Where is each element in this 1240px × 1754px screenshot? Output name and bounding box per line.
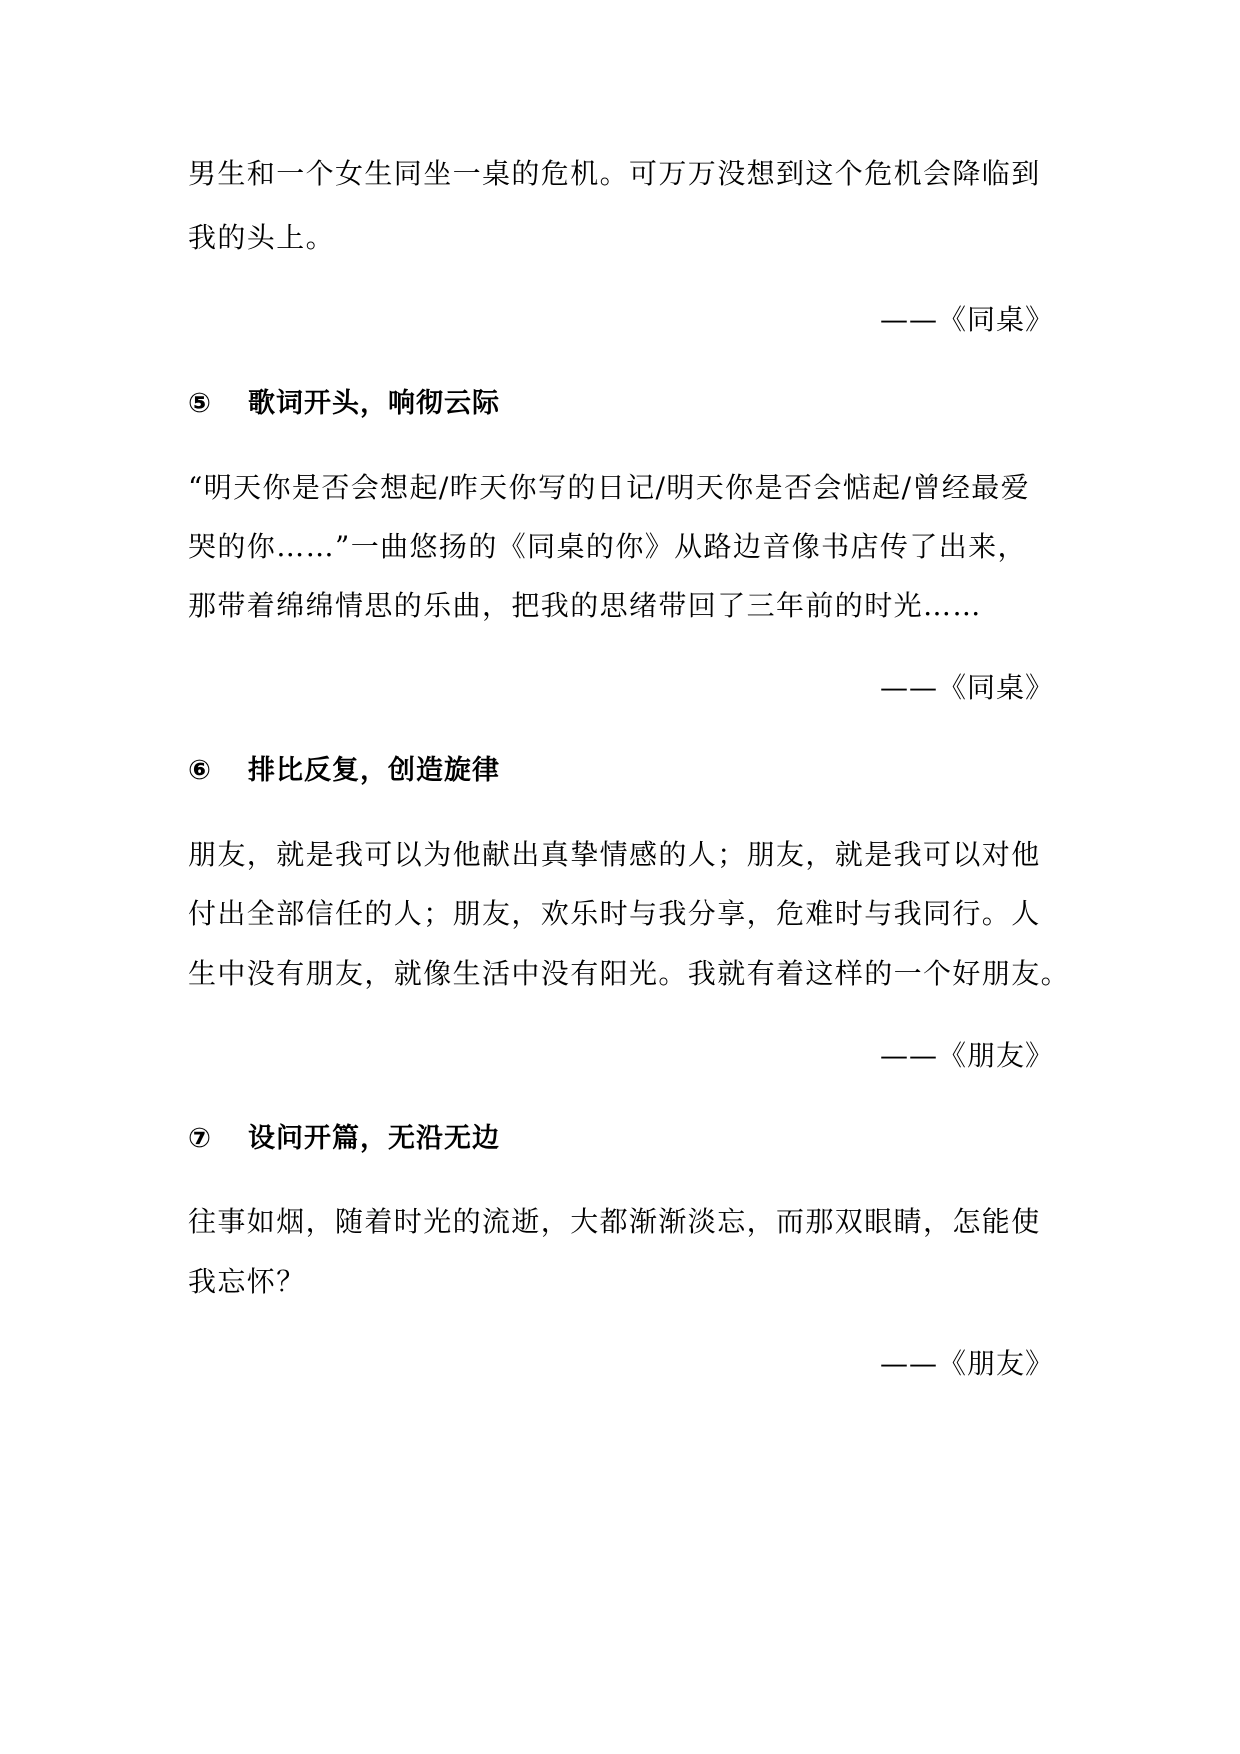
- paragraph-line: 我的头上。: [188, 221, 336, 254]
- section-heading: [188, 390, 1058, 417]
- paragraph-line: 朋友，就是我可以为他献出真挚情感的人；朋友，就是我可以对他: [188, 838, 1041, 871]
- paragraph-line: 哭的你……”一曲悠扬的《同桌的你》从路边音像书店传了出来，: [188, 530, 1027, 563]
- source-citation: ——《朋友》: [879, 1347, 1054, 1380]
- section-heading: [188, 757, 1058, 784]
- source-citation: ——《同桌》: [879, 303, 1054, 336]
- paragraph-line: 男生和一个女生同坐一桌的危机。可万万没想到这个危机会降临到: [188, 157, 1041, 190]
- source-citation: ——《同桌》: [879, 671, 1054, 704]
- source-citation: ——《朋友》: [879, 1039, 1054, 1072]
- paragraph-line: 那带着绵绵情思的乐曲，把我的思绪带回了三年前的时光……: [188, 589, 982, 622]
- paragraph-line: “明天你是否会想起/昨天你写的日记/明天你是否会惦起/曾经最爱: [188, 471, 1031, 504]
- section-title: 歌词开头，响彻云际: [248, 388, 500, 419]
- paragraph-line: 生中没有朋友，就像生活中没有阳光。我就有着这样的一个好朋友。: [188, 957, 1071, 990]
- section-number: ⑥: [188, 755, 212, 786]
- section-heading: [188, 1125, 1058, 1152]
- section-title: 排比反复，创造旋律: [248, 755, 500, 786]
- paragraph-line: 往事如烟，随着时光的流逝，大都渐渐淡忘，而那双眼睛，怎能使: [188, 1205, 1041, 1238]
- paragraph-line: 我忘怀？: [188, 1265, 306, 1298]
- section-number: ⑤: [188, 388, 212, 419]
- section-number: ⑦: [188, 1123, 212, 1154]
- section-title: 设问开篇，无沿无边: [248, 1123, 500, 1154]
- paragraph-line: 付出全部信任的人；朋友，欢乐时与我分享，危难时与我同行。人: [188, 897, 1041, 930]
